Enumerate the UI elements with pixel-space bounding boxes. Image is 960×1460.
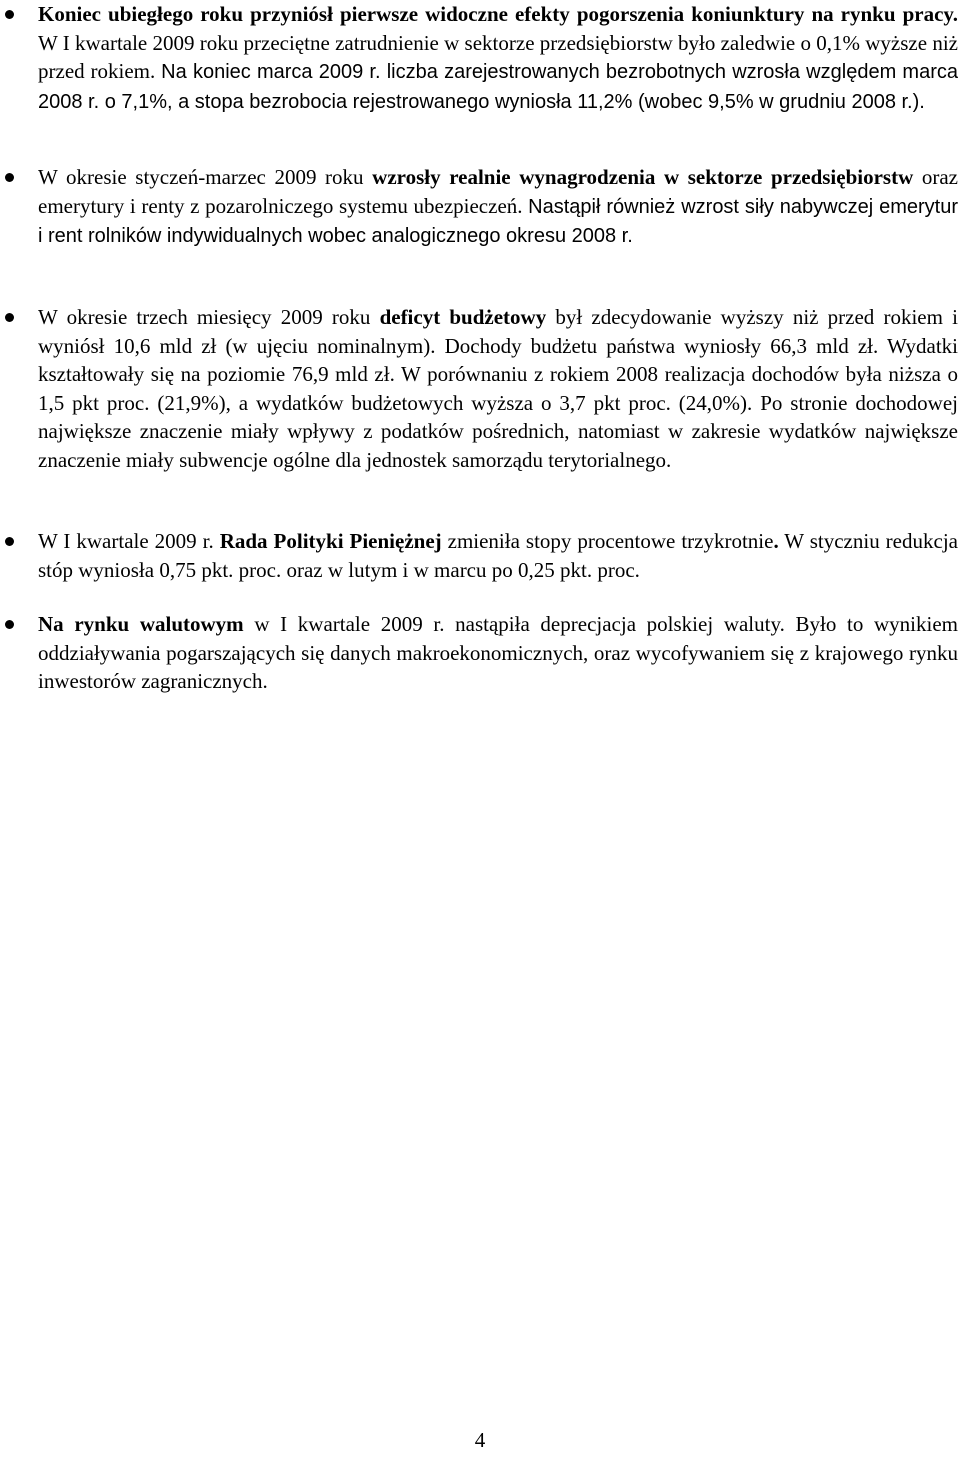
page-number: 4 [474,1428,486,1452]
text-bold: deficyt budżetowy [379,305,547,329]
text-regular: Nastąpił również wzrost siły nabywczej emerytur i rent rolników indywidualnych wobec analogicznego okresu 2008 r. [38,195,958,248]
text-regular: W okresie styczeń-marzec 2009 roku [38,165,373,189]
text-regular: W okresie trzech miesięcy 2009 roku [38,305,380,329]
text-regular: W styczniu redukcja stóp wyniosła 0,75 pkt. proc. oraz w lutym i w marcu po 0,25 pkt. proc. [38,529,958,582]
text-regular: W I kwartale 2009 r. [38,529,220,553]
text-bold: wzrosły realnie wynagrodzenia w sektorze przedsiębiorstw [372,165,914,189]
paragraph-currency-market [38,610,958,696]
text-bold: . [773,529,779,553]
text-regular: Na koniec marca 2009 r. liczba zarejestrowanych bezrobotnych wzrosła względem marca 2008 r. o 7,1%, a stopa bezrobocia rejestrowanego wyniosła 11,2% (wobec 9,5% w grudniu 2008 r.). [38,61,958,113]
paragraph-labour-market [38,0,958,116]
text-bold: Koniec ubiegłego roku przyniósł pierwsze widoczne efekty pogorszenia koniunktury na rynku pracy. [38,2,958,26]
text-regular: oraz emerytury i renty z pozarolniczego systemu ubezpieczeń. [38,165,959,218]
text-regular: zmieniła stopy procentowe trzykrotnie [441,529,774,553]
bullet-icon [5,313,14,322]
bullet-icon [5,537,14,546]
text-regular: w I kwartale 2009 r. nastąpiła deprecjacja polskiej waluty. Było to wynikiem oddziaływania pogarszających się danych makroekonomicznych, oraz wycofywaniem się z krajowego rynku inwestorów zagranicznych. [38,612,958,694]
paragraph-monetary-policy [38,527,958,584]
paragraph-wages [38,163,958,251]
bullet-icon [5,620,14,629]
paragraph-budget [38,303,958,475]
text-bold: Rada Polityki Pieniężnej [219,529,442,553]
bullet-icon [5,10,14,19]
bullet-icon [5,173,14,182]
text-regular: W I kwartale 2009 roku przeciętne zatrudnienie w sektorze przedsiębiorstw było zaledwie o 0,1% wyższe niż przed rokiem. [38,30,958,84]
text-regular: był zdecydowanie wyższy niż przed rokiem i wyniósł 10,6 mld zł (w ujęciu nominalnym). Dochody budżetu państwa wyniosły 66,3 mld zł. Wydatki kształtowały się na poziomie 76,9 mld zł. W porównaniu z rokiem 2008 realizacja dochodów była niższa o 1,5 pkt proc. (21,9%), a wydatków budżetowych wyższa o 3,7 pkt proc. (24,0%). Po stronie dochodowej największe znaczenie miały wpływy z podatków pośrednich, natomiast w zakresie wydatków największe znaczenie miały subwencje ogólne dla jednostek samorządu terytorialnego. [38,305,958,472]
text-bold: Na rynku walutowym [38,612,244,636]
